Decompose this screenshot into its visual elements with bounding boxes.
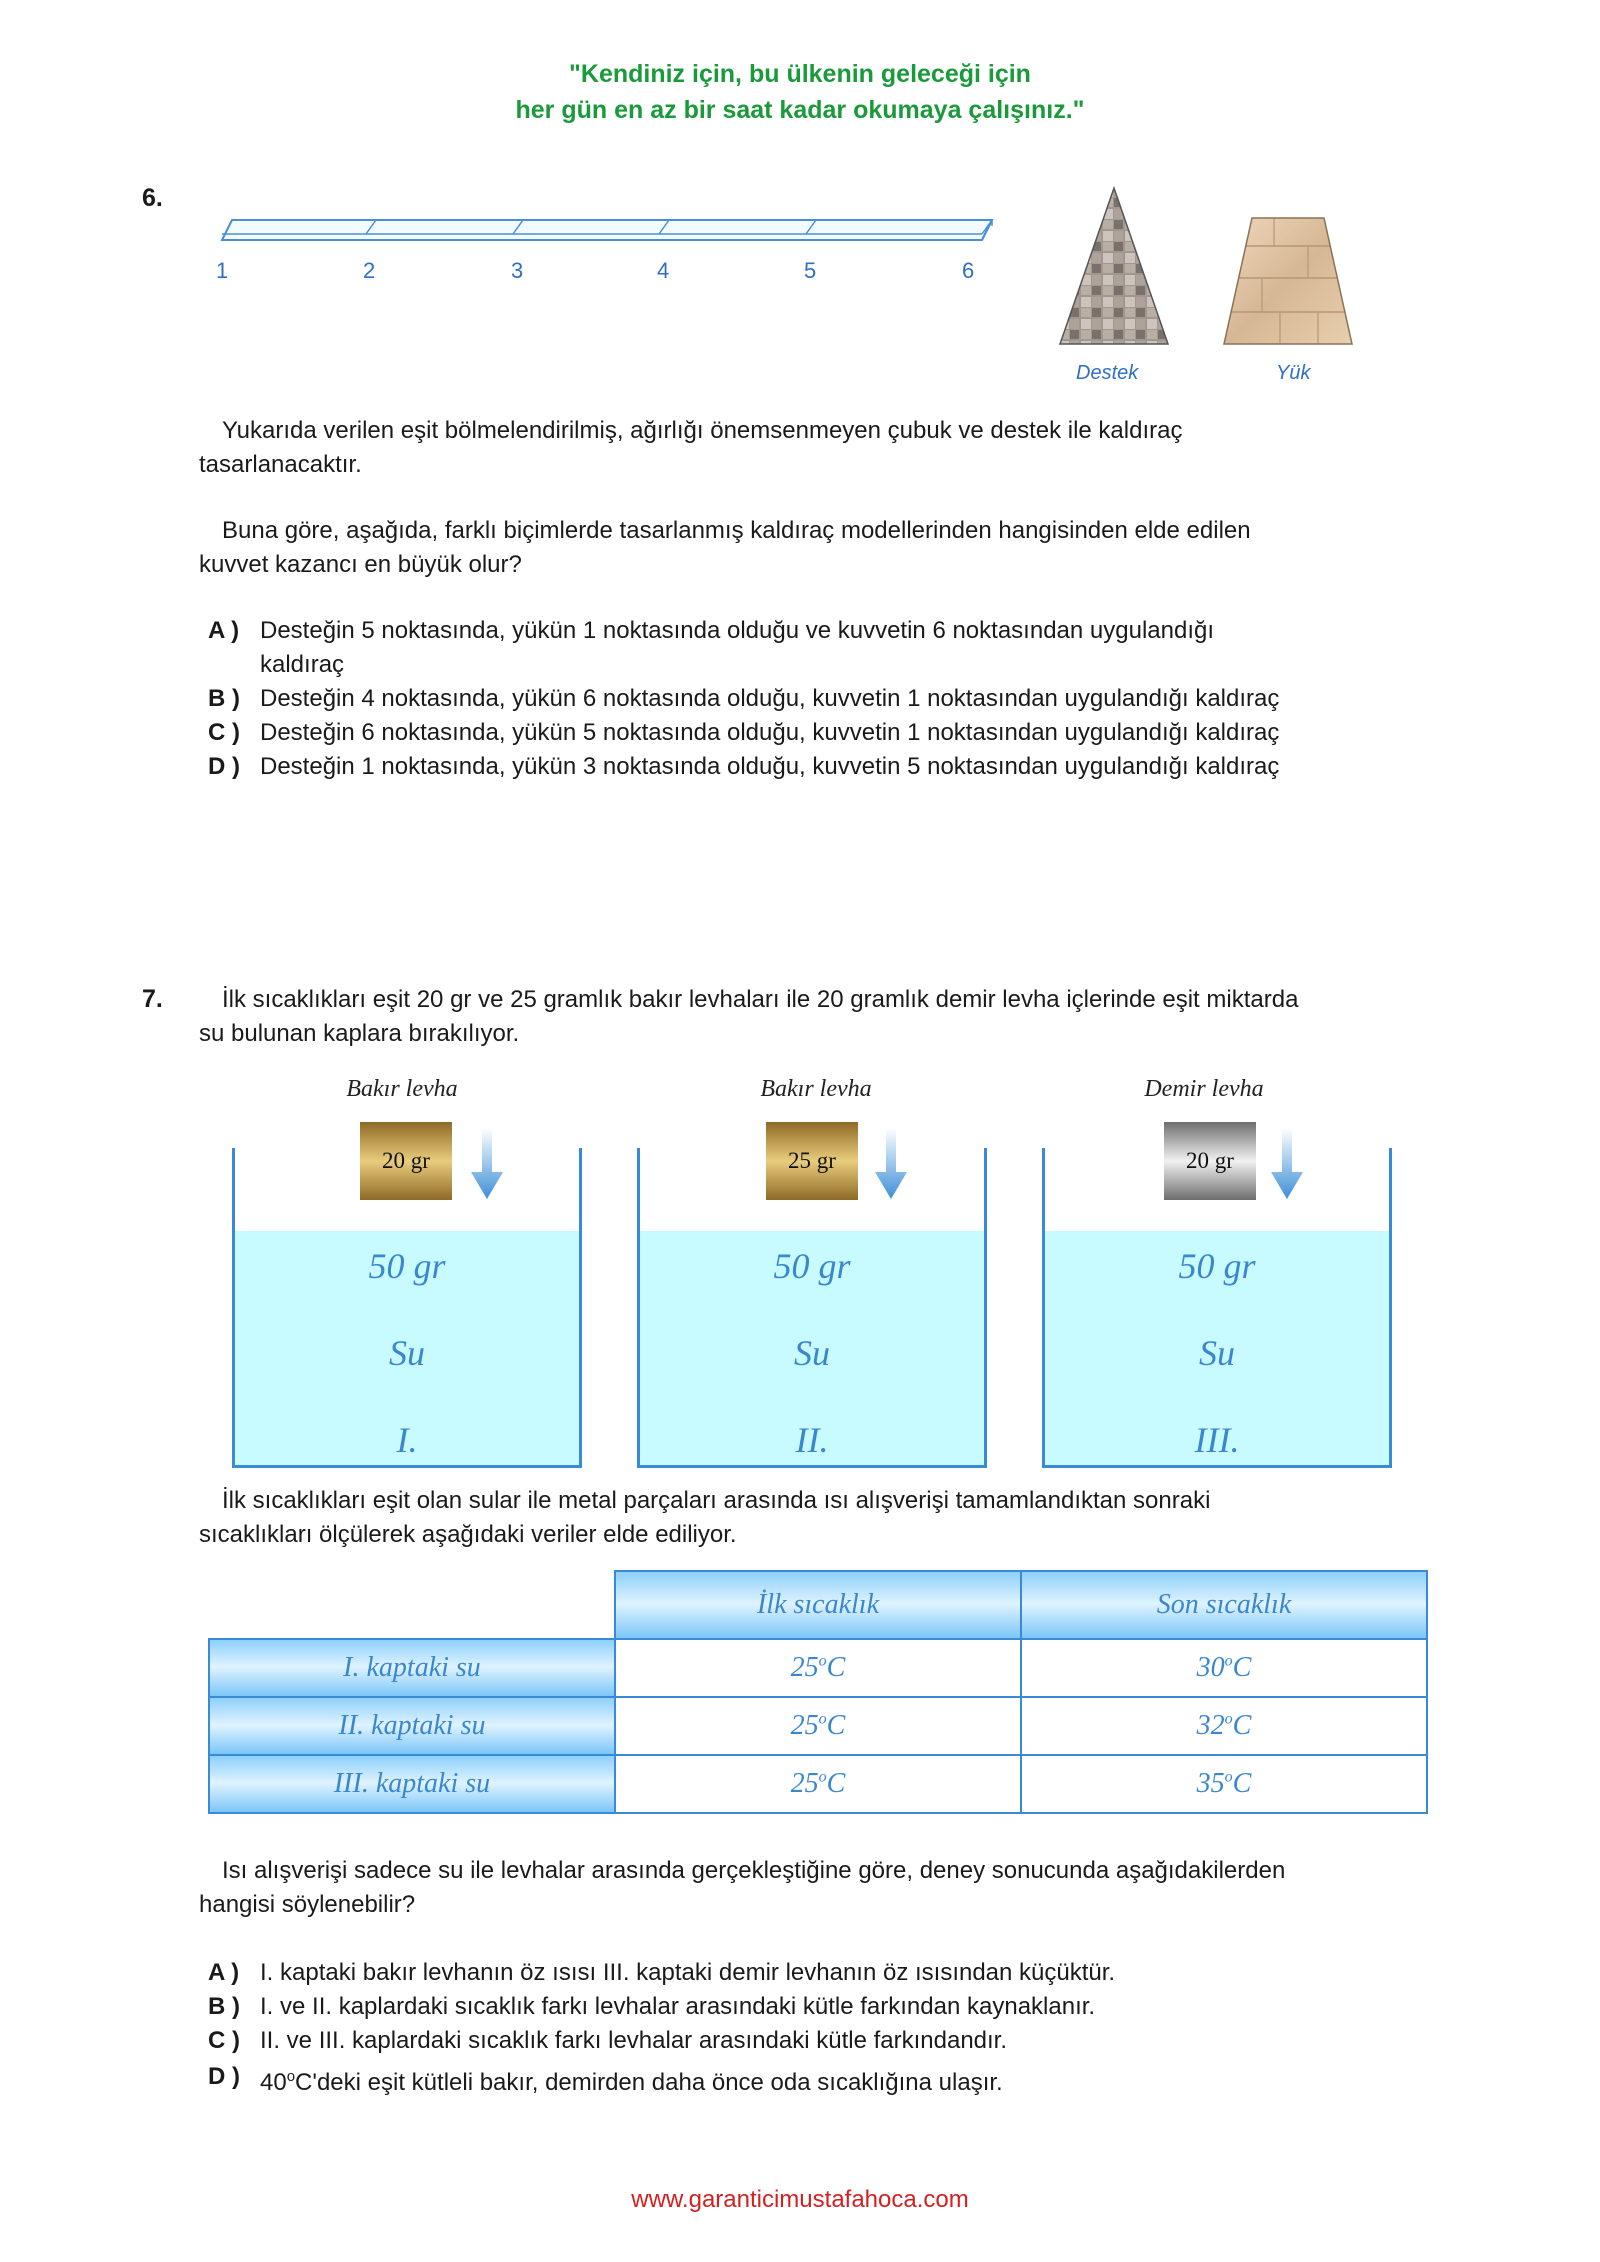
rod-point-5: 5 [804,258,817,283]
q7-stem-2a: İlk sıcaklıkları eşit olan sular ile metal parçaları arasında ısı alışverişi tamamlandıktan sonraki [222,1487,1211,1514]
q6-option-d[interactable] [208,750,1428,784]
header-final-temp: Son sıcaklık [1021,1571,1427,1639]
option-letter: A ) [208,617,240,644]
container-3-water [1045,1231,1389,1465]
q7-stem-1b: su bulunan kaplara bırakılıyor. [199,1020,520,1047]
option-letter: C ) [208,2027,240,2054]
container-3-water-mass: 50 gr [1178,1246,1256,1286]
container-3-metal-label: Demir levha [1144,1076,1264,1102]
rod-point-2: 2 [363,258,376,283]
row-label: III. kaptaki su [209,1755,615,1813]
rod-point-3: 3 [511,258,524,283]
fulcrum-label: Destek [1076,362,1139,384]
table-row [209,1639,1427,1697]
temperature-table [208,1570,1428,1814]
container-1-copper-plate: 20 gr [360,1122,452,1200]
fulcrum-pyramid-icon [1058,186,1170,348]
option-letter: B ) [208,685,240,712]
lever-rod [218,214,998,246]
q7-option-a[interactable] [208,1956,1428,1990]
container-2-beaker [637,1148,987,1468]
option-text: Desteğin 4 noktasında, yükün 6 noktasında olduğu, kuvvetin 1 noktasından uygulandığı kaldıraç [260,685,1280,712]
container-3-iron-plate: 20 gr [1164,1122,1256,1200]
option-letter: C ) [208,719,240,746]
option-letter: D ) [208,2063,240,2090]
option-text: Desteğin 1 noktasında, yükün 3 noktasında olduğu, kuvvetin 5 noktasından uygulandığı kaldıraç [260,753,1280,780]
cell-final-temp: 35$^o$C [1021,1755,1427,1813]
table-row [209,1755,1427,1813]
option-letter: B ) [208,1993,240,2020]
rod-point-4: 4 [657,258,670,283]
container-1-beaker [232,1148,582,1468]
q6-stem-1b: tasarlanacaktır. [199,451,362,478]
question-6-number: 6. [142,184,163,212]
container-2-copper-plate: 25 gr [766,1122,858,1200]
row-label: II. kaptaki su [209,1697,615,1755]
container-3-beaker [1042,1148,1392,1468]
rod-point-1: 1 [216,258,229,283]
q6-option-b[interactable] [208,682,1428,716]
q7-stem-1a: İlk sıcaklıkları eşit 20 gr ve 25 gramlık bakır levhaları ile 20 gramlık demir levha içlerinde eşit miktarda [222,986,1299,1013]
table-row [209,1697,1427,1755]
q7-option-b[interactable] [208,1990,1428,2024]
container-1-water [235,1231,579,1465]
container-2-liquid: Su [794,1333,830,1373]
option-letter: A ) [208,1959,240,1986]
table-corner [209,1571,615,1639]
table-header-row [209,1571,1427,1639]
option-letter: D ) [208,753,240,780]
row-label: I. kaptaki su [209,1639,615,1697]
container-3-number: III. [1194,1420,1240,1460]
container-1-number: I. [396,1420,418,1460]
container-1-liquid: Su [389,1333,425,1373]
motto-line-1: "Kendiniz için, bu ülkenin geleceği için [569,60,1031,88]
q6-stem-1a: Yukarıda verilen eşit bölmelendirilmiş, ağırlığı önemsenmeyen çubuk ve destek ile kaldıraç [222,417,1183,444]
option-text: Desteğin 6 noktasında, yükün 5 noktasında olduğu, kuvvetin 1 noktasından uygulandığı kaldıraç [260,719,1280,746]
option-text: Desteğin 5 noktasında, yükün 1 noktasında olduğu ve kuvvetin 6 noktasından uygulandığı [260,617,1214,644]
q7-option-d[interactable] [208,2060,1428,2094]
cell-initial-temp: 25$^o$C [615,1755,1021,1813]
motto-line-2: her gün en az bir saat kadar okumaya çalışınız." [515,96,1085,124]
q6-option-c[interactable] [208,716,1428,750]
q6-stem-2a: Buna göre, aşağıda, farklı biçimlerde tasarlanmış kaldıraç modellerinden hangisinden elde edilen [222,517,1251,544]
option-text-continued: kaldıraç [260,651,345,678]
cell-final-temp: 32$^o$C [1021,1697,1427,1755]
q6-stem-2b: kuvvet kazancı en büyük olur? [199,551,522,578]
option-text: I. ve II. kaplardaki sıcaklık farkı levhalar arasındaki kütle farkından kaynaklanır. [260,1993,1096,2020]
load-block-icon [1222,216,1354,348]
option-text: 40$^o$C'deki eşit kütleli bakır, demirden daha önce oda sıcaklığına ulaşır. [260,2068,1003,2096]
container-2-water-mass: 50 gr [773,1246,851,1286]
container-1-metal-label: Bakır levha [346,1076,458,1102]
container-3-liquid: Su [1199,1333,1235,1373]
rod-point-6: 6 [962,258,975,283]
cell-initial-temp: 25$^o$C [615,1697,1021,1755]
q6-option-a[interactable] [208,614,1428,682]
footer-website: www.garanticimustafahoca.com [631,2186,969,2213]
q7-stem-3a: Isı alışverişi sadece su ile levhalar arasında gerçekleştiğine göre, deney sonucunda aşağıdakilerden [222,1857,1286,1884]
container-2-water [640,1231,984,1465]
header-initial-temp: İlk sıcaklık [615,1571,1021,1639]
container-1-water-mass: 50 gr [368,1246,446,1286]
q7-stem-2b: sıcaklıkları ölçülerek aşağıdaki veriler elde ediliyor. [199,1521,737,1548]
cell-initial-temp: 25$^o$C [615,1639,1021,1697]
cell-final-temp: 30$^o$C [1021,1639,1427,1697]
load-label: Yük [1276,362,1311,384]
option-text: II. ve III. kaplardaki sıcaklık farkı levhalar arasındaki kütle farkındandır. [260,2027,1008,2054]
container-2-metal-label: Bakır levha [760,1076,872,1102]
option-text: I. kaptaki bakır levhanın öz ısısı III. kaptaki demir levhanın öz ısısından küçüktür. [260,1959,1116,1986]
q7-option-c[interactable] [208,2024,1428,2058]
q7-stem-3b: hangisi söylenebilir? [199,1891,416,1918]
container-2-number: II. [795,1420,829,1460]
question-7-number: 7. [142,985,163,1013]
